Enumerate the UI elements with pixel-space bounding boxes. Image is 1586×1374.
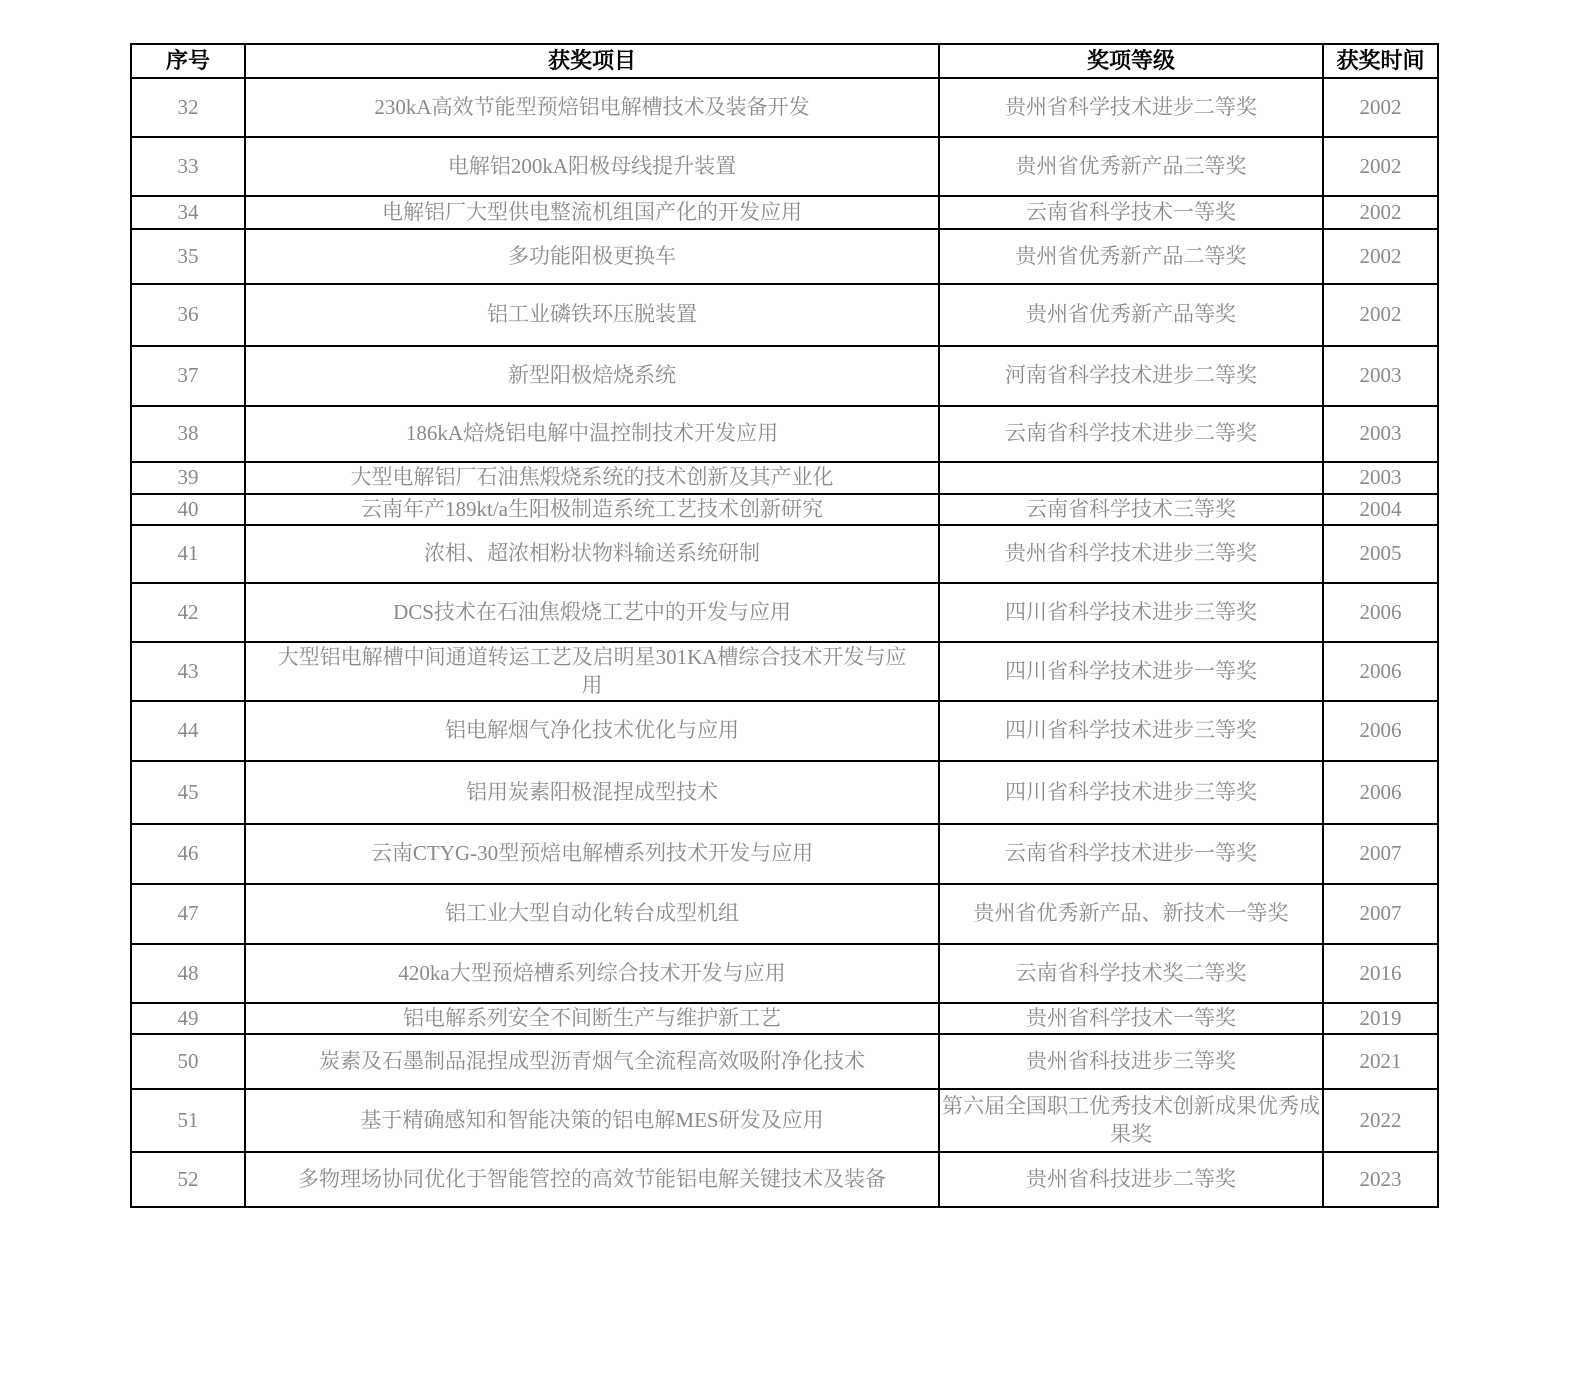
cell-year: 2003 xyxy=(1323,346,1438,406)
cell-year: 2006 xyxy=(1323,761,1438,824)
cell-year: 2022 xyxy=(1323,1089,1438,1152)
table-row xyxy=(131,525,1438,583)
cell-level: 贵州省科学技术进步二等奖 xyxy=(939,78,1323,137)
cell-project: 铝电解系列安全不间断生产与维护新工艺 xyxy=(245,1003,939,1034)
table-row xyxy=(131,196,1438,229)
cell-level: 四川省科学技术进步一等奖 xyxy=(939,642,1323,701)
table-row xyxy=(131,346,1438,406)
table-row xyxy=(131,1089,1438,1152)
cell-level: 云南省科学技术进步二等奖 xyxy=(939,406,1323,462)
cell-year: 2002 xyxy=(1323,196,1438,229)
table-row xyxy=(131,229,1438,284)
cell-no: 34 xyxy=(131,196,245,229)
cell-project: 大型电解铝厂石油焦煅烧系统的技术创新及其产业化 xyxy=(245,462,939,494)
cell-level: 贵州省优秀新产品二等奖 xyxy=(939,229,1323,284)
table-row xyxy=(131,1034,1438,1089)
cell-no: 50 xyxy=(131,1034,245,1089)
cell-year: 2004 xyxy=(1323,494,1438,525)
awards-table-body xyxy=(131,78,1438,1207)
cell-level: 贵州省优秀新产品、新技术一等奖 xyxy=(939,884,1323,944)
cell-no: 39 xyxy=(131,462,245,494)
table-row xyxy=(131,761,1438,824)
cell-year: 2016 xyxy=(1323,944,1438,1003)
cell-no: 49 xyxy=(131,1003,245,1034)
cell-year: 2006 xyxy=(1323,583,1438,642)
cell-level: 贵州省科学技术进步三等奖 xyxy=(939,525,1323,583)
cell-no: 42 xyxy=(131,583,245,642)
cell-project: 基于精确感知和智能决策的铝电解MES研发及应用 xyxy=(245,1089,939,1152)
cell-year: 2007 xyxy=(1323,884,1438,944)
cell-level: 云南省科学技术进步一等奖 xyxy=(939,824,1323,884)
table-row xyxy=(131,406,1438,462)
cell-level: 贵州省科学技术一等奖 xyxy=(939,1003,1323,1034)
cell-year: 2006 xyxy=(1323,701,1438,761)
cell-no: 43 xyxy=(131,642,245,701)
cell-no: 41 xyxy=(131,525,245,583)
cell-level: 贵州省科技进步二等奖 xyxy=(939,1152,1323,1207)
cell-project: 浓相、超浓相粉状物料输送系统研制 xyxy=(245,525,939,583)
cell-project: 铝工业磷铁环压脱装置 xyxy=(245,284,939,346)
cell-no: 35 xyxy=(131,229,245,284)
cell-project: 多功能阳极更换车 xyxy=(245,229,939,284)
cell-year: 2002 xyxy=(1323,137,1438,196)
cell-no: 33 xyxy=(131,137,245,196)
cell-level: 贵州省科技进步三等奖 xyxy=(939,1034,1323,1089)
awards-table-header xyxy=(131,44,1438,78)
cell-project: 炭素及石墨制品混捏成型沥青烟气全流程高效吸附净化技术 xyxy=(245,1034,939,1089)
cell-project: 新型阳极焙烧系统 xyxy=(245,346,939,406)
cell-no: 36 xyxy=(131,284,245,346)
cell-project: 230kA高效节能型预焙铝电解槽技术及装备开发 xyxy=(245,78,939,137)
cell-level: 第六届全国职工优秀技术创新成果优秀成果奖 xyxy=(939,1089,1323,1152)
cell-project: 电解铝厂大型供电整流机组国产化的开发应用 xyxy=(245,196,939,229)
column-header-no: 序号 xyxy=(131,44,245,78)
table-row xyxy=(131,884,1438,944)
cell-no: 37 xyxy=(131,346,245,406)
table-row xyxy=(131,1152,1438,1207)
column-header-level: 奖项等级 xyxy=(939,44,1323,78)
cell-level xyxy=(939,462,1323,494)
cell-year: 2003 xyxy=(1323,406,1438,462)
table-row xyxy=(131,78,1438,137)
cell-no: 40 xyxy=(131,494,245,525)
cell-level: 贵州省优秀新产品等奖 xyxy=(939,284,1323,346)
column-header-project: 获奖项目 xyxy=(245,44,939,78)
header-row xyxy=(131,44,1438,78)
cell-project: DCS技术在石油焦煅烧工艺中的开发与应用 xyxy=(245,583,939,642)
cell-level: 四川省科学技术进步三等奖 xyxy=(939,701,1323,761)
table-row xyxy=(131,137,1438,196)
cell-year: 2021 xyxy=(1323,1034,1438,1089)
table-row xyxy=(131,462,1438,494)
cell-year: 2006 xyxy=(1323,642,1438,701)
cell-project: 铝用炭素阳极混捏成型技术 xyxy=(245,761,939,824)
cell-project: 420ka大型预焙槽系列综合技术开发与应用 xyxy=(245,944,939,1003)
cell-no: 45 xyxy=(131,761,245,824)
table-row xyxy=(131,1003,1438,1034)
table-row xyxy=(131,494,1438,525)
cell-no: 38 xyxy=(131,406,245,462)
cell-year: 2023 xyxy=(1323,1152,1438,1207)
cell-project: 铝工业大型自动化转台成型机组 xyxy=(245,884,939,944)
cell-no: 44 xyxy=(131,701,245,761)
cell-no: 52 xyxy=(131,1152,245,1207)
cell-year: 2019 xyxy=(1323,1003,1438,1034)
cell-year: 2002 xyxy=(1323,229,1438,284)
cell-level: 云南省科学技术奖二等奖 xyxy=(939,944,1323,1003)
table-row xyxy=(131,701,1438,761)
cell-no: 47 xyxy=(131,884,245,944)
cell-project: 铝电解烟气净化技术优化与应用 xyxy=(245,701,939,761)
cell-project: 电解铝200kA阳极母线提升装置 xyxy=(245,137,939,196)
cell-project: 云南年产189kt/a生阳极制造系统工艺技术创新研究 xyxy=(245,494,939,525)
table-row xyxy=(131,944,1438,1003)
cell-project: 186kA焙烧铝电解中温控制技术开发应用 xyxy=(245,406,939,462)
cell-level: 云南省科学技术一等奖 xyxy=(939,196,1323,229)
cell-level: 贵州省优秀新产品三等奖 xyxy=(939,137,1323,196)
table-row xyxy=(131,284,1438,346)
table-row xyxy=(131,583,1438,642)
cell-year: 2007 xyxy=(1323,824,1438,884)
column-header-year: 获奖时间 xyxy=(1323,44,1438,78)
cell-no: 46 xyxy=(131,824,245,884)
cell-level: 四川省科学技术进步三等奖 xyxy=(939,583,1323,642)
cell-year: 2005 xyxy=(1323,525,1438,583)
cell-no: 32 xyxy=(131,78,245,137)
cell-year: 2003 xyxy=(1323,462,1438,494)
cell-no: 48 xyxy=(131,944,245,1003)
cell-level: 河南省科学技术进步二等奖 xyxy=(939,346,1323,406)
cell-no: 51 xyxy=(131,1089,245,1152)
cell-level: 云南省科学技术三等奖 xyxy=(939,494,1323,525)
cell-year: 2002 xyxy=(1323,284,1438,346)
table-row xyxy=(131,824,1438,884)
table-row xyxy=(131,642,1438,701)
cell-project: 云南CTYG-30型预焙电解槽系列技术开发与应用 xyxy=(245,824,939,884)
cell-level: 四川省科学技术进步三等奖 xyxy=(939,761,1323,824)
cell-project: 多物理场协同优化于智能管控的高效节能铝电解关键技术及装备 xyxy=(245,1152,939,1207)
cell-project: 大型铝电解槽中间通道转运工艺及启明星301KA槽综合技术开发与应用 xyxy=(245,642,939,701)
cell-year: 2002 xyxy=(1323,78,1438,137)
awards-table xyxy=(130,43,1439,1208)
